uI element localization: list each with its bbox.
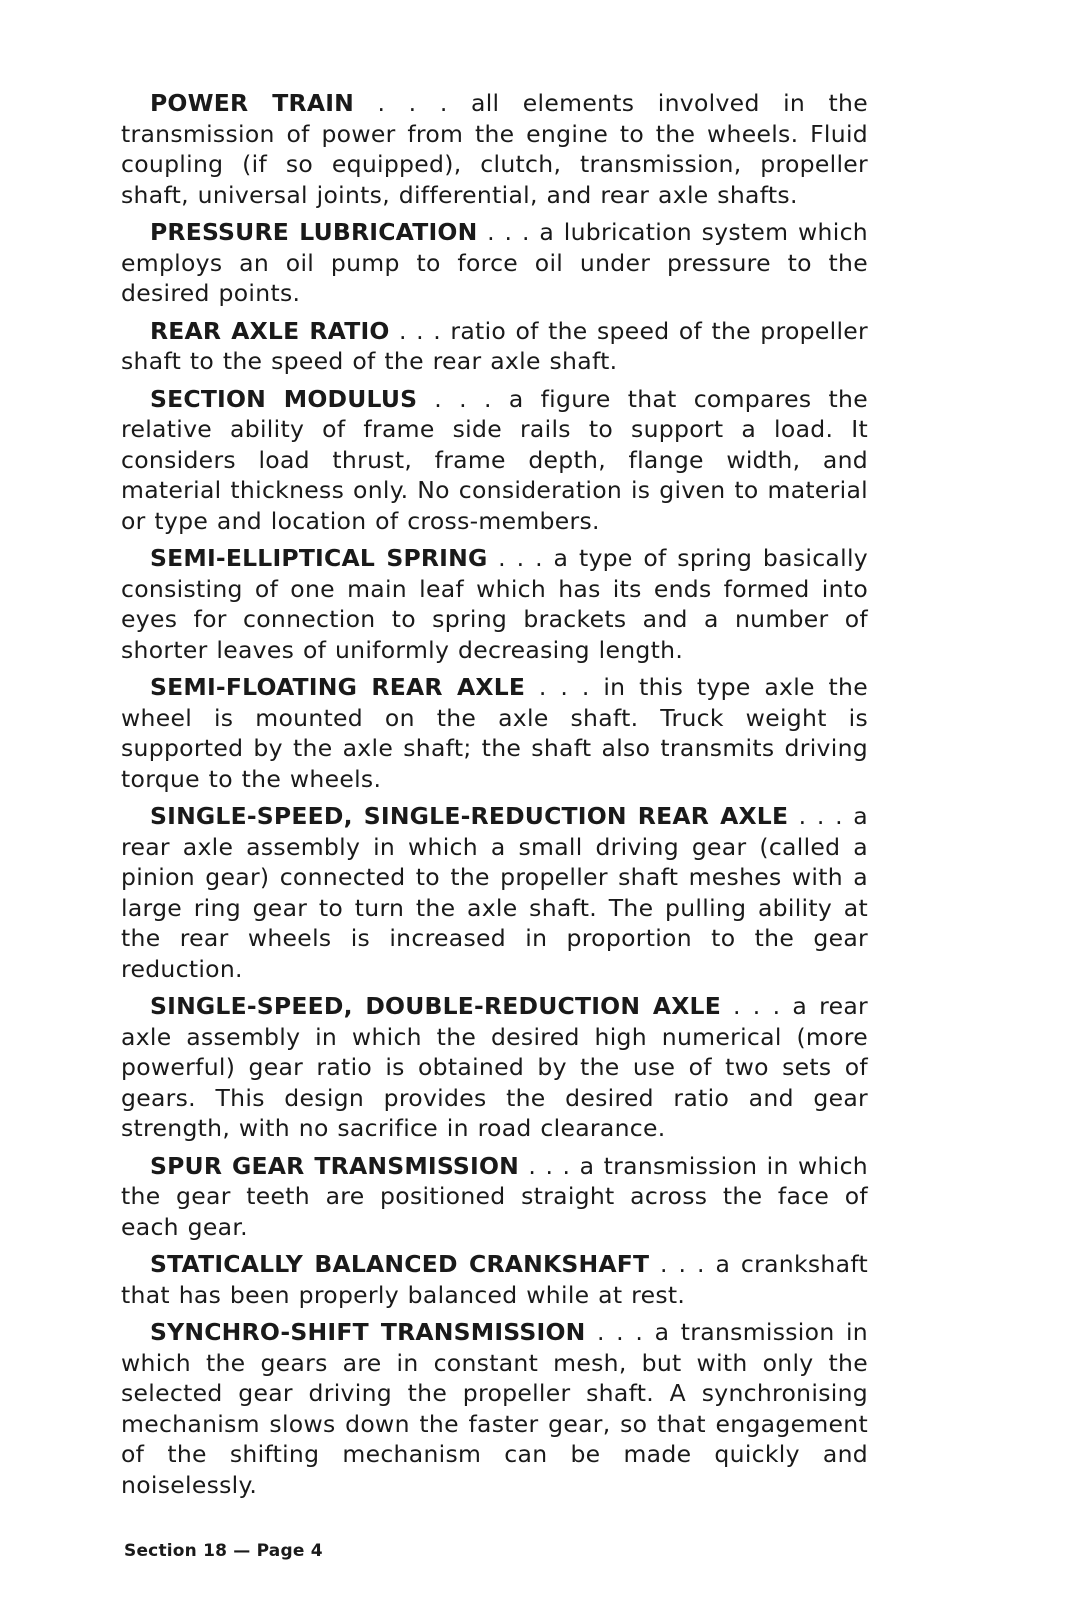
glossary-body xyxy=(121,88,868,1507)
glossary-term: SINGLE-SPEED, DOUBLE-REDUCTION AXLE xyxy=(150,992,721,1020)
glossary-term: STATICALLY BALANCED CRANKSHAFT xyxy=(150,1250,650,1278)
glossary-entry-section-modulus xyxy=(121,384,868,537)
glossary-term: SPUR GEAR TRANSMISSION xyxy=(150,1151,520,1180)
glossary-term: SEMI-FLOATING REAR AXLE xyxy=(150,673,526,701)
glossary-term: PRESSURE LUBRICATION xyxy=(150,218,478,246)
glossary-entry-semi-floating-rear-axle xyxy=(121,672,868,794)
glossary-entry-rear-axle-ratio xyxy=(121,316,868,377)
glossary-definition: . . . a figure that compares the relative ability of frame side rails to support a load. It considers load thrust, frame depth, flange width, and material thickness only. No consideration is given to material or type and location of cross-members. xyxy=(121,384,868,535)
glossary-term: SYNCHRO-SHIFT TRANSMISSION xyxy=(150,1318,586,1346)
glossary-term: POWER TRAIN xyxy=(150,89,355,117)
glossary-entry-statically-balanced-crankshaft xyxy=(121,1249,868,1310)
glossary-definition: . . . a crankshaft that has been properly balanced while at rest. xyxy=(121,1250,868,1309)
glossary-entry-single-reduction-rear-axle xyxy=(121,801,868,984)
glossary-definition: . . . all elements involved in the transmission of power from the engine to the wheels. Fluid coupling (if so equipped), clutch, transmission, propeller shaft, universal joints, differential, and rear axle shafts. xyxy=(121,89,868,209)
glossary-term: REAR AXLE RATIO xyxy=(150,316,390,345)
glossary-term: SECTION MODULUS xyxy=(150,384,418,413)
glossary-definition: . . . ratio of the speed of the propeller shaft to the speed of the rear axle shaft. xyxy=(121,316,868,375)
glossary-definition: . . . a type of spring basically consisting of one main leaf which has its ends formed into eyes for connection to spring brackets and a number of shorter leaves of uniformly decreasing length. xyxy=(121,544,868,664)
glossary-definition: . . . a transmission in which the gear teeth are positioned straight across the face of each gear. xyxy=(121,1151,868,1241)
glossary-entry-synchro-shift-transmission xyxy=(121,1317,868,1500)
glossary-definition: . . . a rear axle assembly in which a small driving gear (called a pinion gear) connected to the propeller shaft meshes with a large ring gear to turn the axle shaft. The pulling ability at the rear wheels is increased in proportion to the gear reduction. xyxy=(121,802,869,983)
glossary-term: SINGLE-SPEED, SINGLE-REDUCTION REAR AXLE xyxy=(150,802,789,830)
glossary-definition: . . . a rear axle assembly in which the desired high numerical (more powerful) gear ratio is obtained by the use of two sets of gears. This design provides the desired ratio and gear strength, with no sacrifice in road clearance. xyxy=(121,992,869,1142)
glossary-definition: . . . a transmission in which the gears are in constant mesh, but with only the selected gear driving the propeller shaft. A synchronising mechanism slows down the faster gear, so that engagement of the shifting mechanism can be made quickly and noiselessly. xyxy=(121,1318,868,1499)
glossary-entry-spur-gear-transmission xyxy=(121,1151,868,1243)
glossary-definition: . . . in this type axle the wheel is mounted on the axle shaft. Truck weight is supported by the axle shaft; the shaft also transmits driving torque to the wheels. xyxy=(121,673,869,793)
glossary-entry-semi-elliptical-spring xyxy=(121,543,868,665)
glossary-definition: . . . a lubrication system which employs an oil pump to force oil under pressure to the desired points. xyxy=(121,218,868,307)
glossary-entry-power-train xyxy=(121,88,868,210)
glossary-term: SEMI-ELLIPTICAL SPRING xyxy=(150,544,488,572)
glossary-entry-double-reduction-axle xyxy=(121,991,868,1144)
page-footer: Section 18 — Page 4 xyxy=(124,1541,323,1561)
glossary-entry-pressure-lubrication xyxy=(121,217,868,309)
